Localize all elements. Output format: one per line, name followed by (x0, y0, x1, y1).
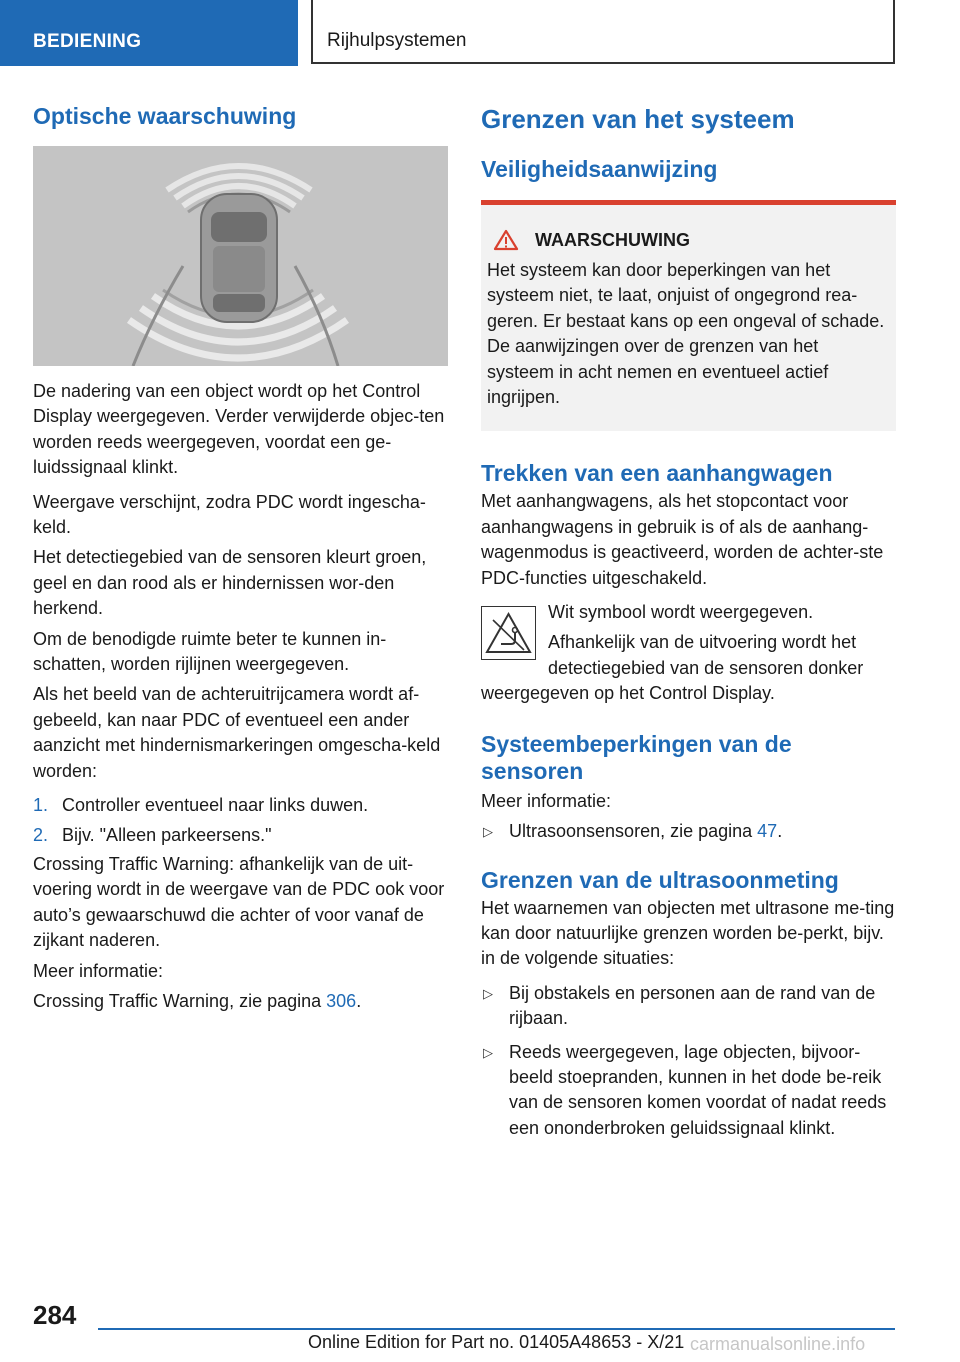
page-link-47[interactable]: 47 (757, 821, 778, 842)
heading-grenzen-systeem: Grenzen van het systeem (481, 104, 795, 134)
page-number: 284 (33, 1300, 77, 1330)
heading-trekken-aanhangwagen: Trekken van een aanhangwagen (481, 460, 833, 487)
page-reference: Crossing Traffic Warning, zie pagina 306. (33, 990, 362, 1011)
footer-divider (98, 1328, 895, 1330)
paragraph: Als het beeld van de achteruitrijcamera wordt af-gebeeld, kan naar PDC of eventueel een ander aanzicht met hindernismarkeringen omgescha-keld worden: (33, 684, 441, 781)
triangle-bullet-icon: ▷ (483, 1044, 493, 1060)
trailer-symbol-icon (481, 606, 536, 660)
sensor-limits-list (481, 819, 896, 844)
edition-text: Online Edition for Part no. 01405A48653 - X/21 (308, 1332, 685, 1352)
triangle-bullet-icon: ▷ (483, 824, 493, 840)
more-info-label: Meer informatie: (481, 790, 612, 811)
list-item (33, 793, 448, 818)
page-link-306[interactable]: 306 (326, 990, 357, 1011)
section-tab: BEDIENING (0, 0, 298, 66)
right-column (481, 100, 896, 1141)
list-item: ▷ Reeds weergegeven, lage objecten, bijvoor-beeld stoepranden, kunnen in het dode be-reik van de sensoren komen voordat of nadat reeds een ononderbroken geluidssignaal klinkt. (483, 1041, 887, 1138)
more-info-label: Meer informatie: (33, 960, 164, 981)
steps-list (33, 793, 448, 848)
paragraph: Weergave verschijnt, zodra PDC wordt ingescha-keld. (33, 491, 426, 538)
step-text: Bijv. "Alleen parkeersens." (62, 824, 272, 845)
heading-systeembeperkingen: Systeembeperkingen van de sensoren (481, 730, 792, 784)
step-text: Controller eventueel naar links duwen. (62, 795, 369, 816)
list-item: ▷ Bij obstakels en personen aan de rand van de rijbaan. (483, 982, 876, 1029)
heading-grenzen-ultrasoonmeting: Grenzen van de ultrasoonmeting (481, 866, 839, 893)
paragraph: De nadering van een object wordt op het Control Display weergegeven. Verder verwijderde objec-ten worden reeds weergegeven, voordat een ge-luidssignaal klinkt. (33, 381, 445, 478)
paragraph: Wit symbool wordt weergegeven. (548, 602, 814, 623)
paragraph: Om de benodigde ruimte beter te kunnen in-schatten, worden rijlijnen weergegeven. (33, 628, 387, 675)
page-header (0, 0, 960, 66)
parking-sensor-image (33, 146, 448, 366)
left-column (33, 100, 448, 1014)
chapter-title: Rijhulpsystemen (311, 0, 895, 64)
triangle-bullet-icon: ▷ (483, 985, 493, 1001)
trailer-symbol-row (481, 600, 896, 707)
warning-box (481, 200, 896, 431)
paragraph: Het waarnemen van objecten met ultrasone me-ting kan door natuurlijke grenzen worden be-perkt, bijv. in de volgende situaties: (481, 897, 895, 969)
list-item (33, 823, 448, 848)
paragraph: Met aanhangwagens, als het stopcontact voor aanhangwagens in gebruik is of als de aanhang-wagenmodus is geactiveerd, worden de achter-ste PDC-functies uitgeschakeld. (481, 491, 884, 588)
warning-triangle-icon (493, 229, 519, 251)
paragraph: weergegeven op het Control Display. (481, 683, 775, 704)
ultrasound-limits-list (481, 981, 896, 1141)
warning-text: Het systeem kan door beperkingen van het systeem niet, te laat, onjuist of ongegrond rea-geren. Er bestaat kans op een ongeval of schade. De aanwijzingen over de grenzen van het systeem in acht nemen en eventueel actief ingrijpen. (487, 260, 885, 408)
step-number: 2. (33, 824, 49, 845)
heading-optische-waarschuwing: Optische waarschuwing (33, 103, 297, 129)
paragraph: Afhankelijk van de uitvoering wordt het detectiegebied van de sensoren donker (548, 632, 864, 678)
paragraph: Het detectiegebied van de sensoren kleurt groen, geel en dan rood als er hindernissen wor-den herkend. (33, 547, 427, 619)
pdc-display-illustration (33, 146, 448, 366)
paragraph: Crossing Traffic Warning: afhankelijk van de uit-voering wordt in de weergave van de PDC ook voor auto’s gewaarschuwd die achter of voor vanaf de zijkant naderen. (33, 853, 445, 951)
list-item: ▷ Ultrasoonsensoren, zie pagina 47. (481, 819, 896, 844)
warning-title: WAARSCHUWING (487, 227, 890, 253)
heading-veiligheidsaanwijzing: Veiligheidsaanwijzing (481, 156, 718, 182)
step-number: 1. (33, 795, 49, 816)
watermark: carmanualsonline.info (690, 1334, 866, 1354)
